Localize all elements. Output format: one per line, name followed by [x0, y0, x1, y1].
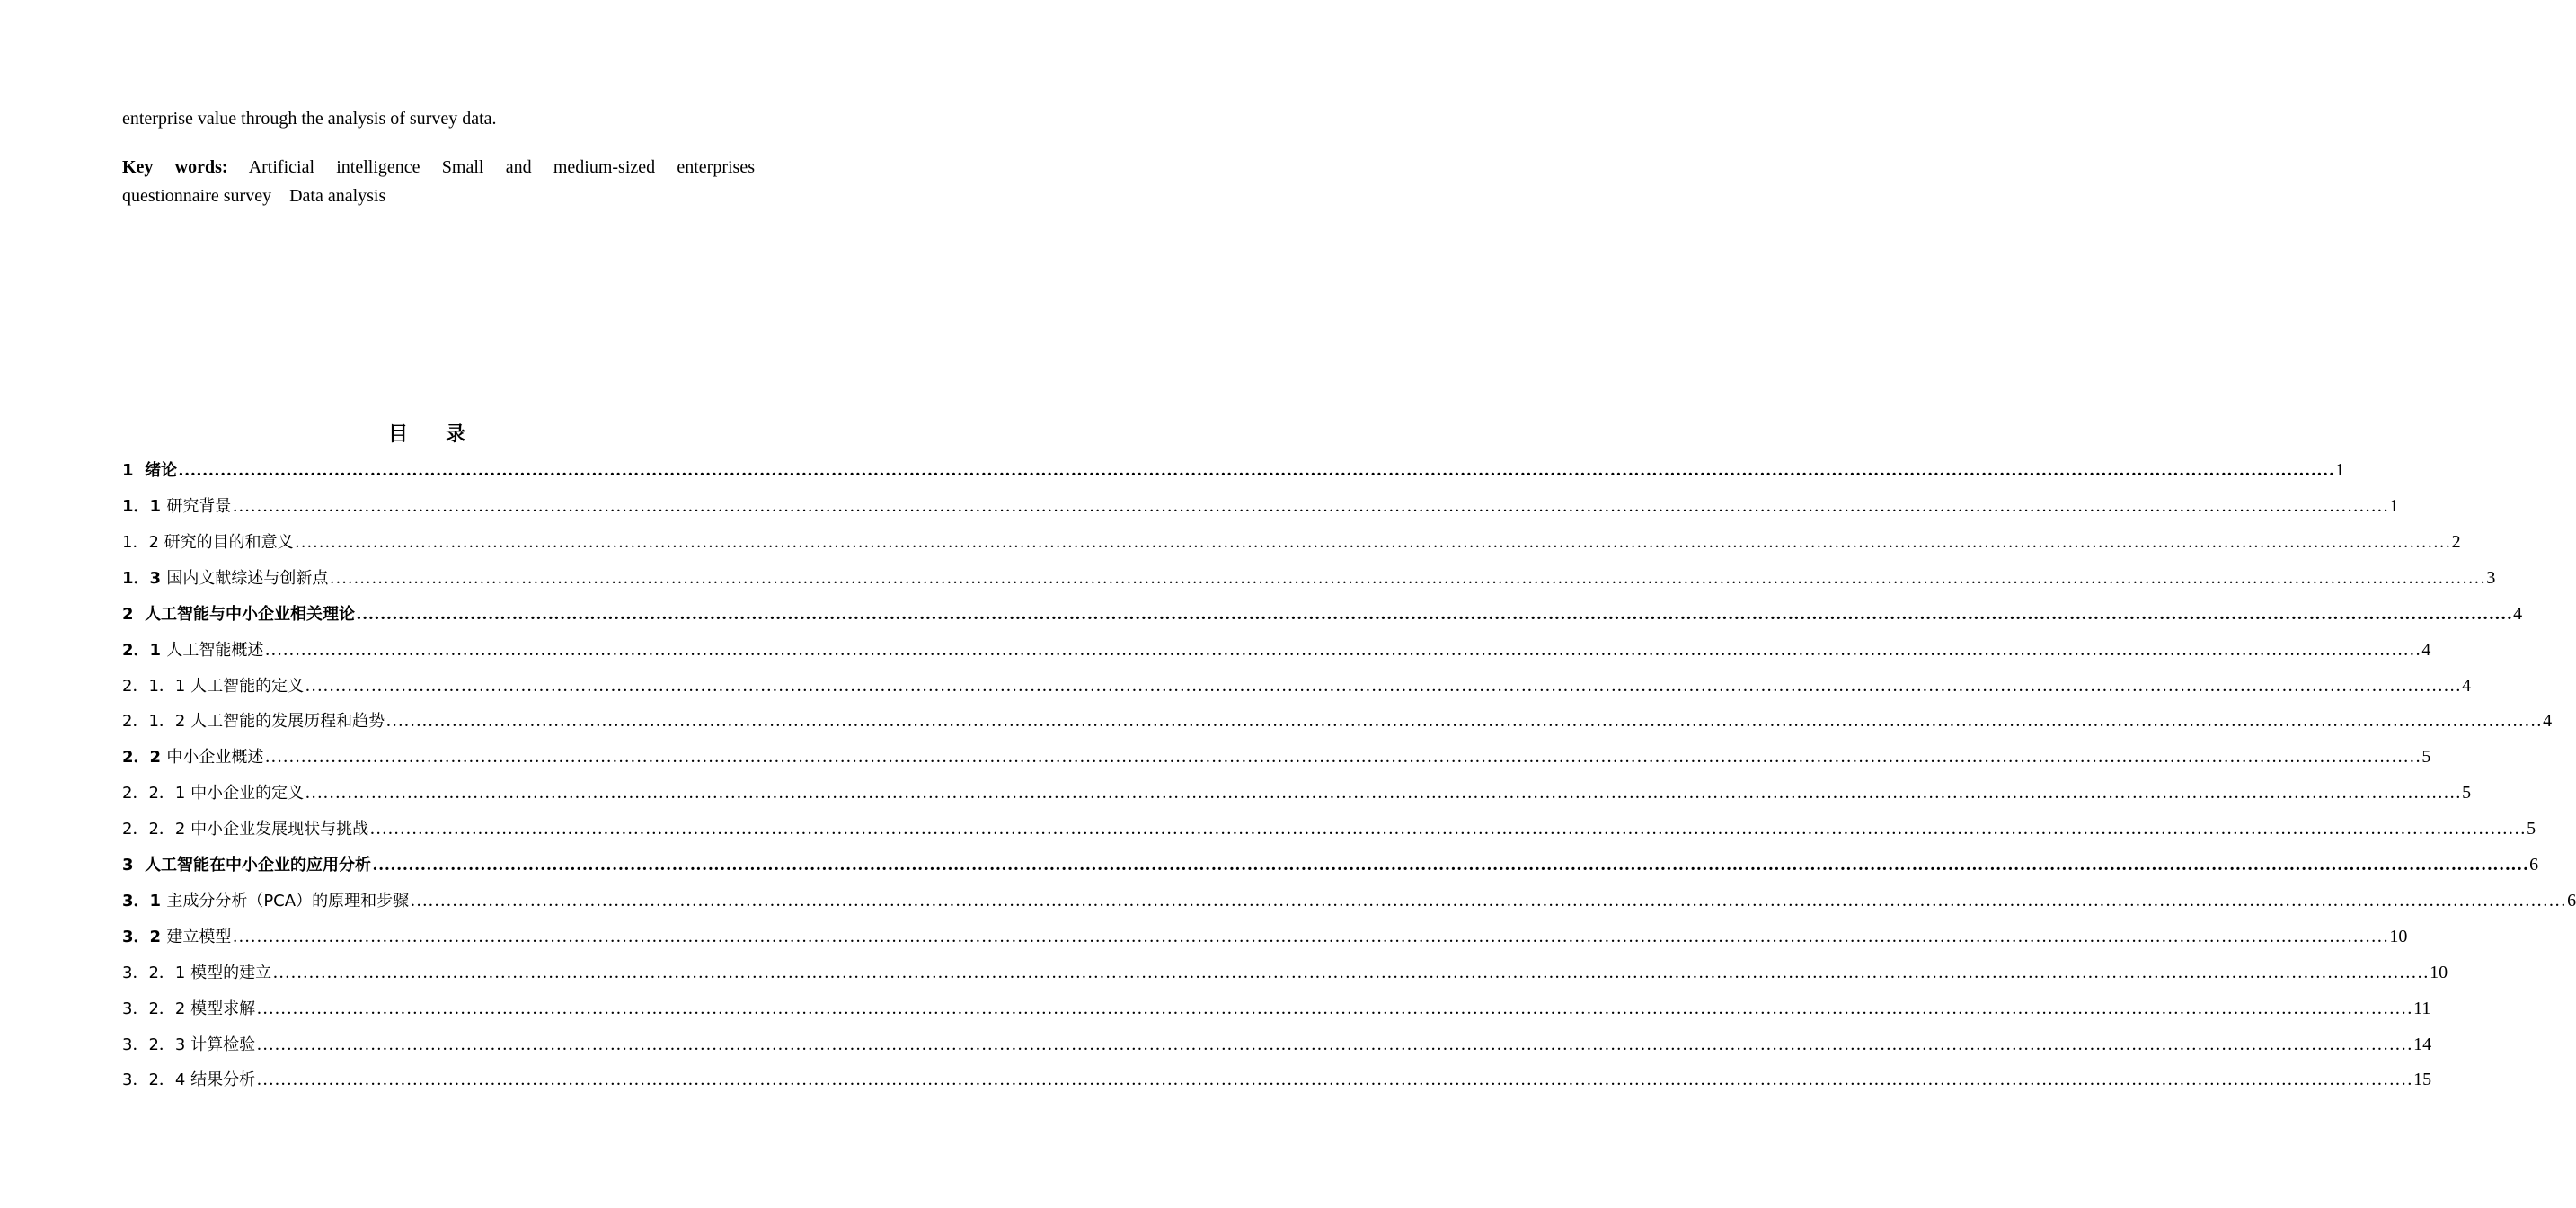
toc-entry-title: 研究背景	[166, 497, 232, 516]
toc-entry-page: 5	[2527, 819, 2536, 839]
toc-entry[interactable]	[122, 818, 2536, 839]
toc-entry-number: 3	[122, 856, 146, 875]
toc-entry-number: 3．2	[122, 928, 167, 946]
keywords-line-2: questionnaire survey Data analysis	[122, 186, 386, 206]
keywords-line-1	[122, 156, 755, 178]
toc-entry-title: 主成分分析（PCA）的原理和步骤	[166, 892, 410, 910]
toc-leader-dots: ………………………………………………………………………………………………………………………………………………………………………………………………………………………………………………………………………………………………………………………………	[372, 855, 2529, 875]
toc-entry-number: 3．1	[122, 892, 167, 910]
toc-entry-page: 14	[2413, 1035, 2432, 1054]
toc-leader-dots: ………………………………………………………………………………………………………………………………………………………………………………………………………………………………………………………………………………………………………………………………	[256, 1070, 2413, 1089]
toc-leader-dots: ………………………………………………………………………………………………………………………………………………………………………………………………………………………………………………………………………………………………………………………………	[232, 927, 2389, 946]
toc-entry-number: 2．2	[122, 748, 167, 767]
toc-entry-page: 4	[2543, 711, 2553, 731]
toc-entry[interactable]	[122, 926, 2408, 947]
toc-title	[0, 422, 854, 448]
toc-entry-title: 计算检验	[190, 1035, 256, 1054]
toc-entry-number: 2	[122, 605, 146, 624]
toc-leader-dots: ………………………………………………………………………………………………………………………………………………………………………………………………………………………………………………………………………………………………………………………………	[264, 747, 2421, 767]
keywords-label: Key words:	[122, 157, 228, 177]
toc-entry-number: 2．1．2	[122, 712, 191, 731]
toc-entry-title: 中小企业概述	[166, 748, 264, 767]
toc-entry-number: 2．1	[122, 641, 167, 660]
toc-leader-dots: ………………………………………………………………………………………………………………………………………………………………………………………………………………………………………………………………………………………………………………………………	[178, 460, 2335, 480]
toc-entry-page: 2	[2451, 532, 2461, 552]
toc-entry-page: 4	[2421, 640, 2431, 660]
toc-entry-page: 5	[2421, 747, 2431, 767]
toc-entry-page: 3	[2486, 568, 2496, 588]
toc-leader-dots: ………………………………………………………………………………………………………………………………………………………………………………………………………………………………………………………………………………………………………………………………	[369, 819, 2527, 839]
toc-entry-title: 模型的建立	[190, 964, 272, 982]
toc-entry-page: 4	[2513, 604, 2523, 624]
toc-entry[interactable]	[122, 603, 2523, 625]
toc-leader-dots: ………………………………………………………………………………………………………………………………………………………………………………………………………………………………………………………………………………………………………………………………	[294, 532, 2451, 552]
toc-entry-title: 结果分析	[190, 1070, 256, 1089]
toc-leader-dots: ………………………………………………………………………………………………………………………………………………………………………………………………………………………………………………………………………………………………………………………………	[356, 604, 2513, 624]
toc-entry-number: 3．2．3	[122, 1035, 191, 1054]
toc-entry[interactable]	[122, 962, 2448, 983]
toc-entry[interactable]	[122, 1069, 2432, 1090]
toc-leader-dots: ………………………………………………………………………………………………………………………………………………………………………………………………………………………………………………………………………………………………………………………………	[385, 711, 2543, 731]
toc-entry[interactable]	[122, 531, 2461, 553]
toc-entry-title: 人工智能的定义	[190, 677, 305, 696]
toc-entry[interactable]	[122, 854, 2539, 875]
toc-entry-title: 中小企业发展现状与挑战	[190, 820, 369, 839]
toc-leader-dots: ………………………………………………………………………………………………………………………………………………………………………………………………………………………………………………………………………………………………………………………………	[232, 496, 2389, 516]
toc-entry-title: 人工智能在中小企业的应用分析	[145, 856, 372, 875]
toc-entry[interactable]	[122, 675, 2472, 697]
toc-leader-dots: ………………………………………………………………………………………………………………………………………………………………………………………………………………………………………………………………………………………………………………………………	[272, 963, 2430, 982]
toc-entry[interactable]	[122, 746, 2431, 768]
toc-entry-number: 3．2．1	[122, 964, 191, 982]
toc-leader-dots: ………………………………………………………………………………………………………………………………………………………………………………………………………………………………………………………………………………………………………………………………	[305, 783, 2462, 803]
toc-entry[interactable]	[122, 998, 2431, 1019]
toc-title-char-1: 目	[387, 423, 408, 446]
toc-leader-dots: ………………………………………………………………………………………………………………………………………………………………………………………………………………………………………………………………………………………………………………………………	[264, 640, 2421, 660]
toc-entry[interactable]	[122, 639, 2431, 661]
toc-leader-dots: ………………………………………………………………………………………………………………………………………………………………………………………………………………………………………………………………………………………………………………………………	[410, 891, 2567, 910]
toc-leader-dots: ………………………………………………………………………………………………………………………………………………………………………………………………………………………………………………………………………………………………………………………………	[305, 676, 2462, 696]
toc-entry-number: 3．2．2	[122, 999, 191, 1018]
toc-entry-number: 1．2	[122, 533, 164, 552]
toc-entry[interactable]	[122, 1034, 2432, 1055]
toc-entry[interactable]	[122, 710, 2553, 732]
toc-entry-number: 1．3	[122, 569, 167, 588]
toc-entry-page: 10	[2389, 927, 2408, 946]
toc-entry[interactable]	[122, 459, 2345, 481]
keyword-artificial-intelligence: Artificial intelligence	[248, 157, 420, 177]
keyword-sme: Small and medium-sized enterprises	[441, 157, 755, 177]
toc-entry-number: 2．2．1	[122, 784, 191, 803]
toc-title-char-2: 录	[446, 423, 466, 446]
toc-entry[interactable]	[122, 782, 2472, 804]
toc-entry[interactable]	[122, 495, 2399, 517]
toc-entry-page: 4	[2462, 676, 2472, 696]
toc-entry-page: 11	[2413, 999, 2431, 1018]
toc-entry-number: 2．2．2	[122, 820, 191, 839]
toc-entry-number: 3．2．4	[122, 1070, 191, 1089]
toc-entry[interactable]	[122, 890, 2576, 911]
toc-entry-page: 6	[2567, 891, 2576, 910]
toc-leader-dots: ………………………………………………………………………………………………………………………………………………………………………………………………………………………………………………………………………………………………………………………………	[256, 1035, 2413, 1054]
toc-entry-page: 1	[2335, 460, 2345, 480]
toc-entry-page: 1	[2389, 496, 2399, 516]
toc-entry-title: 绪论	[145, 461, 178, 480]
toc-entry-title: 中小企业的定义	[190, 784, 305, 803]
toc-entry-title: 人工智能与中小企业相关理论	[145, 605, 356, 624]
toc-entry-page: 6	[2529, 855, 2539, 875]
toc-entry-title: 建立模型	[166, 928, 232, 946]
toc-entry[interactable]	[122, 567, 2496, 589]
toc-entry-page: 10	[2430, 963, 2448, 982]
toc-entry-title: 国内文献综述与创新点	[166, 569, 329, 588]
abstract-last-line: enterprise value through the analysis of survey data.	[122, 109, 497, 129]
toc-leader-dots: ………………………………………………………………………………………………………………………………………………………………………………………………………………………………………………………………………………………………………………………………	[256, 999, 2413, 1018]
toc-entry-page: 15	[2413, 1070, 2432, 1089]
toc-entry-title: 人工智能的发展历程和趋势	[190, 712, 385, 731]
toc-entry-number: 2．1．1	[122, 677, 191, 696]
toc-entry-title: 模型求解	[190, 999, 256, 1018]
toc-entry-title: 研究的目的和意义	[164, 533, 294, 552]
toc-entry-number: 1．1	[122, 497, 167, 516]
toc-entry-number: 1	[122, 461, 146, 480]
toc-entry-title: 人工智能概述	[166, 641, 264, 660]
toc-leader-dots: ………………………………………………………………………………………………………………………………………………………………………………………………………………………………………………………………………………………………………………………………	[329, 568, 2486, 588]
toc-entry-page: 5	[2462, 783, 2472, 803]
